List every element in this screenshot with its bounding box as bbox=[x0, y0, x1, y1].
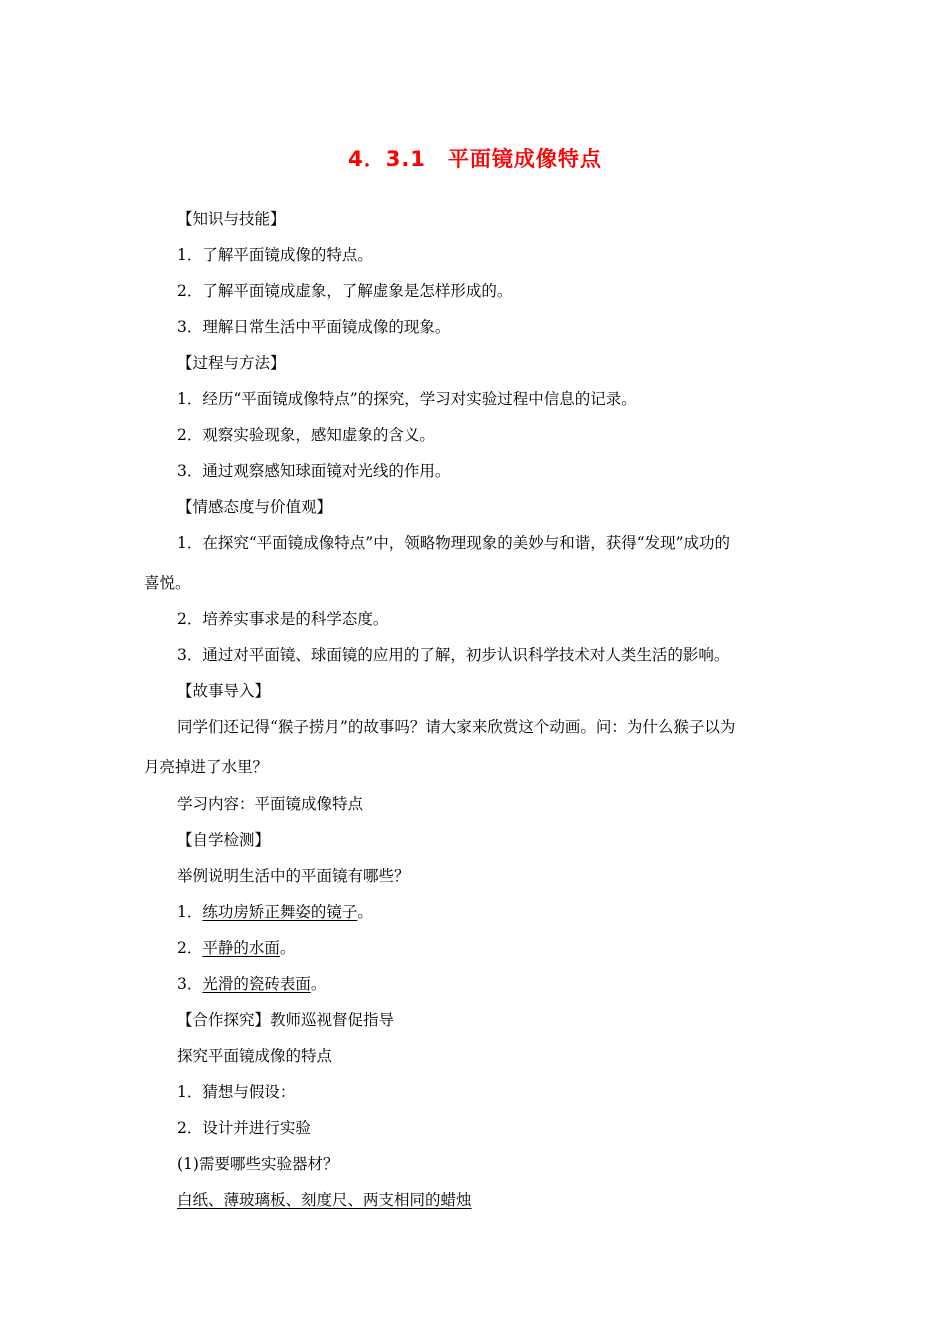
section-heading-story: 【故事导入】 bbox=[177, 682, 271, 700]
emotion-item-2: 2．培养实事求是的科学态度。 bbox=[177, 610, 389, 628]
section-heading-emotion: 【情感态度与价值观】 bbox=[177, 498, 333, 516]
answer-number: 2． bbox=[177, 939, 203, 957]
knowledge-item-2: 2．了解平面镜成虚象，了解虚象是怎样形成的。 bbox=[177, 282, 513, 300]
cooperation-step-1: 1．猜想与假设： bbox=[177, 1083, 296, 1101]
emotion-item-1-line-2: 喜悦。 bbox=[144, 574, 191, 592]
section-heading-knowledge: 【知识与技能】 bbox=[177, 210, 286, 228]
answer-end: 。 bbox=[310, 975, 327, 993]
answer-end: 。 bbox=[279, 939, 296, 957]
cooperation-topic: 探究平面镜成像的特点 bbox=[177, 1047, 333, 1065]
cooperation-answer bbox=[177, 1190, 472, 1210]
section-heading-cooperation: 【合作探究】教师巡视督促指导 bbox=[177, 1011, 395, 1029]
self-check-answer-1 bbox=[177, 902, 373, 922]
story-paragraph-line-2: 月亮掉进了水里？ bbox=[144, 758, 269, 776]
story-paragraph-line-1: 同学们还记得“猴子捞月”的故事吗？请大家来欣赏这个动画。问：为什么猴子以为 bbox=[177, 718, 736, 736]
section-heading-process: 【过程与方法】 bbox=[177, 354, 286, 372]
knowledge-item-1: 1．了解平面镜成像的特点。 bbox=[177, 246, 373, 264]
section-heading-self-check: 【自学检测】 bbox=[177, 831, 271, 849]
process-item-2: 2．观察实验现象，感知虚象的含义。 bbox=[177, 426, 435, 444]
answer-end: 。 bbox=[357, 903, 373, 921]
equipment-list: 白纸、薄玻璃板、刻度尺、两支相同的蜡烛 bbox=[177, 1191, 472, 1209]
answer-number: 3． bbox=[177, 975, 203, 993]
self-check-question: 举例说明生活中的平面镜有哪些？ bbox=[177, 867, 410, 885]
cooperation-step-2: 2．设计并进行实验 bbox=[177, 1119, 311, 1137]
emotion-item-1-line-1: 1．在探究“平面镜成像特点”中，领略物理现象的美妙与和谐，获得“发现”成功的 bbox=[177, 534, 731, 552]
answer-text: 练功房矫正舞姿的镜子 bbox=[202, 903, 358, 921]
page-title: 4．3.1 平面镜成像特点 bbox=[348, 147, 602, 171]
learning-content: 学习内容：平面镜成像特点 bbox=[177, 795, 364, 813]
answer-text: 光滑的瓷砖表面 bbox=[202, 975, 311, 993]
cooperation-question: (1)需要哪些实验器材？ bbox=[177, 1155, 339, 1173]
answer-text: 平静的水面 bbox=[202, 939, 280, 957]
answer-number: 1． bbox=[177, 903, 203, 921]
knowledge-item-3: 3．理解日常生活中平面镜成像的现象。 bbox=[177, 318, 451, 336]
process-item-3: 3．通过观察感知球面镜对光线的作用。 bbox=[177, 462, 451, 480]
self-check-answer-2 bbox=[177, 938, 295, 958]
self-check-answer-3 bbox=[177, 974, 326, 994]
process-item-1: 1．经历“平面镜成像特点”的探究，学习对实验过程中信息的记录。 bbox=[177, 390, 637, 408]
emotion-item-3: 3．通过对平面镜、球面镜的应用的了解，初步认识科学技术对人类生活的影响。 bbox=[177, 646, 730, 664]
